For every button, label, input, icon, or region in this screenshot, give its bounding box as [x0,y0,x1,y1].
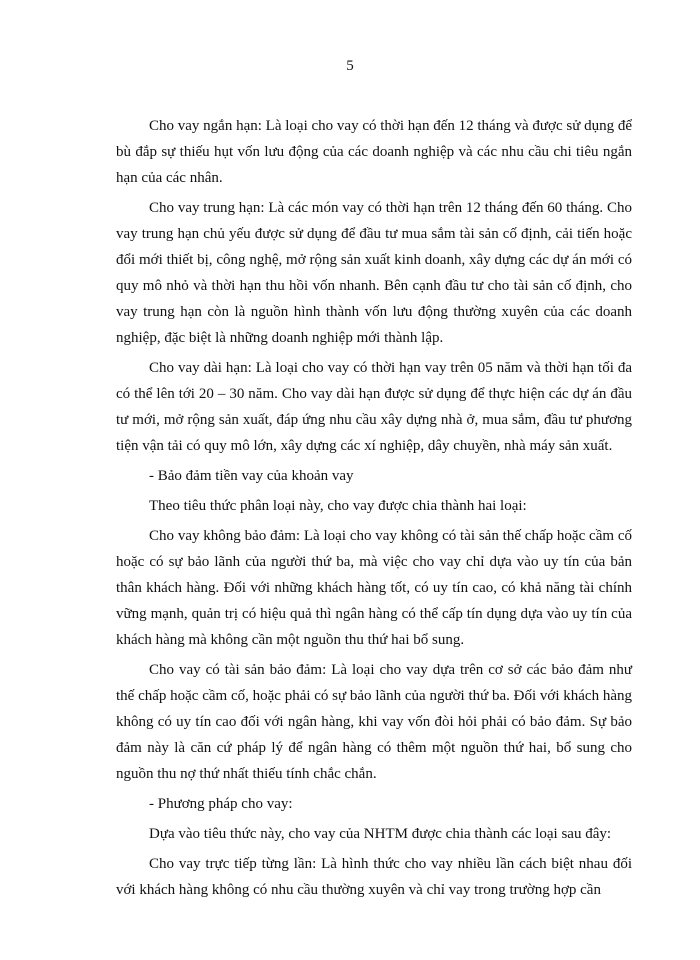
paragraph-short-term-loan: Cho vay ngắn hạn: Là loại cho vay có thời hạn đến 12 tháng và được sử dụng để bù đắp sự thiếu hụt vốn lưu động của các doanh nghiệp và các nhu cầu chi tiêu ngắn hạn của các nhân. [116,118,632,186]
paragraph-long-term-loan: Cho vay dài hạn: Là loại cho vay có thời hạn vay trên 05 năm và thời hạn tối đa có thể lên tới 20 – 30 năm. Cho vay dài hạn được sử dụng để thực hiện các dự án đầu tư mới, mở rộng sản xuất, đáp ứng nhu cầu xây dựng nhà ở, mua sắm, đầu tư phương tiện vận tải có quy mô lớn, xây dựng các xí nghiệp, dây chuyền, nhà máy sản xuất. [116,360,632,454]
paragraph-secured-loan: Cho vay có tài sản bảo đảm: Là loại cho vay dựa trên cơ sở các bảo đảm như thế chấp hoặc cầm cố, hoặc phải có sự bảo lãnh của người thứ ba. Đối với khách hàng không có uy tín cao đối với ngân hàng, khi vay vốn đòi hỏi phải có bảo đảm. Sự bảo đảm này là căn cứ pháp lý để ngân hàng có thêm một nguồn thứ hai, bổ sung cho nguồn thu nợ thứ nhất thiếu tính chắc chắn. [116,662,632,782]
paragraph-method-heading: - Phương pháp cho vay: [149,796,293,812]
paragraph-medium-term-loan: Cho vay trung hạn: Là các món vay có thời hạn trên 12 tháng đến 60 tháng. Cho vay trung hạn chủ yếu được sử dụng để đầu tư mua sắm tài sản cố định, cải tiến hoặc đổi mới thiết bị, công nghệ, mở rộng sản xuất kinh doanh, xây dựng các dự án mới có quy mô nhỏ và thời hạn thu hồi vốn nhanh. Bên cạnh đầu tư cho tài sản cố định, cho vay trung hạn còn là nguồn hình thành vốn lưu động thường xuyên của các doanh nghiệp, đặc biệt là những doanh nghiệp mới thành lập. [116,200,632,346]
paragraph-direct-loan: Cho vay trực tiếp từng lần: Là hình thức cho vay nhiều lần cách biệt nhau đối với khách hàng không có nhu cầu thường xuyên và chỉ vay trong trường hợp cần [116,856,632,898]
paragraph-method-intro: Dựa vào tiêu thức này, cho vay của NHTM được chia thành các loại sau đây: [149,826,612,842]
page-number: 5 [346,58,354,74]
paragraph-unsecured-loan: Cho vay không bảo đảm: Là loại cho vay không có tài sản thế chấp hoặc cầm cố hoặc có sự bảo lãnh của người thứ ba, mà việc cho vay chỉ dựa vào uy tín của bản thân khách hàng. Đối với những khách hàng tốt, có uy tín cao, có khả năng tài chính vững mạnh, quản trị có hiệu quả thì ngân hàng có thể cấp tín dụng dựa vào uy tín của khách hàng mà không cần một nguồn thu thứ hai bổ sung. [116,528,632,648]
paragraph-collateral-heading: - Bảo đảm tiền vay của khoản vay [149,468,354,484]
paragraph-classification-intro: Theo tiêu thức phân loại này, cho vay được chia thành hai loại: [149,498,527,514]
body-text [116,113,632,907]
